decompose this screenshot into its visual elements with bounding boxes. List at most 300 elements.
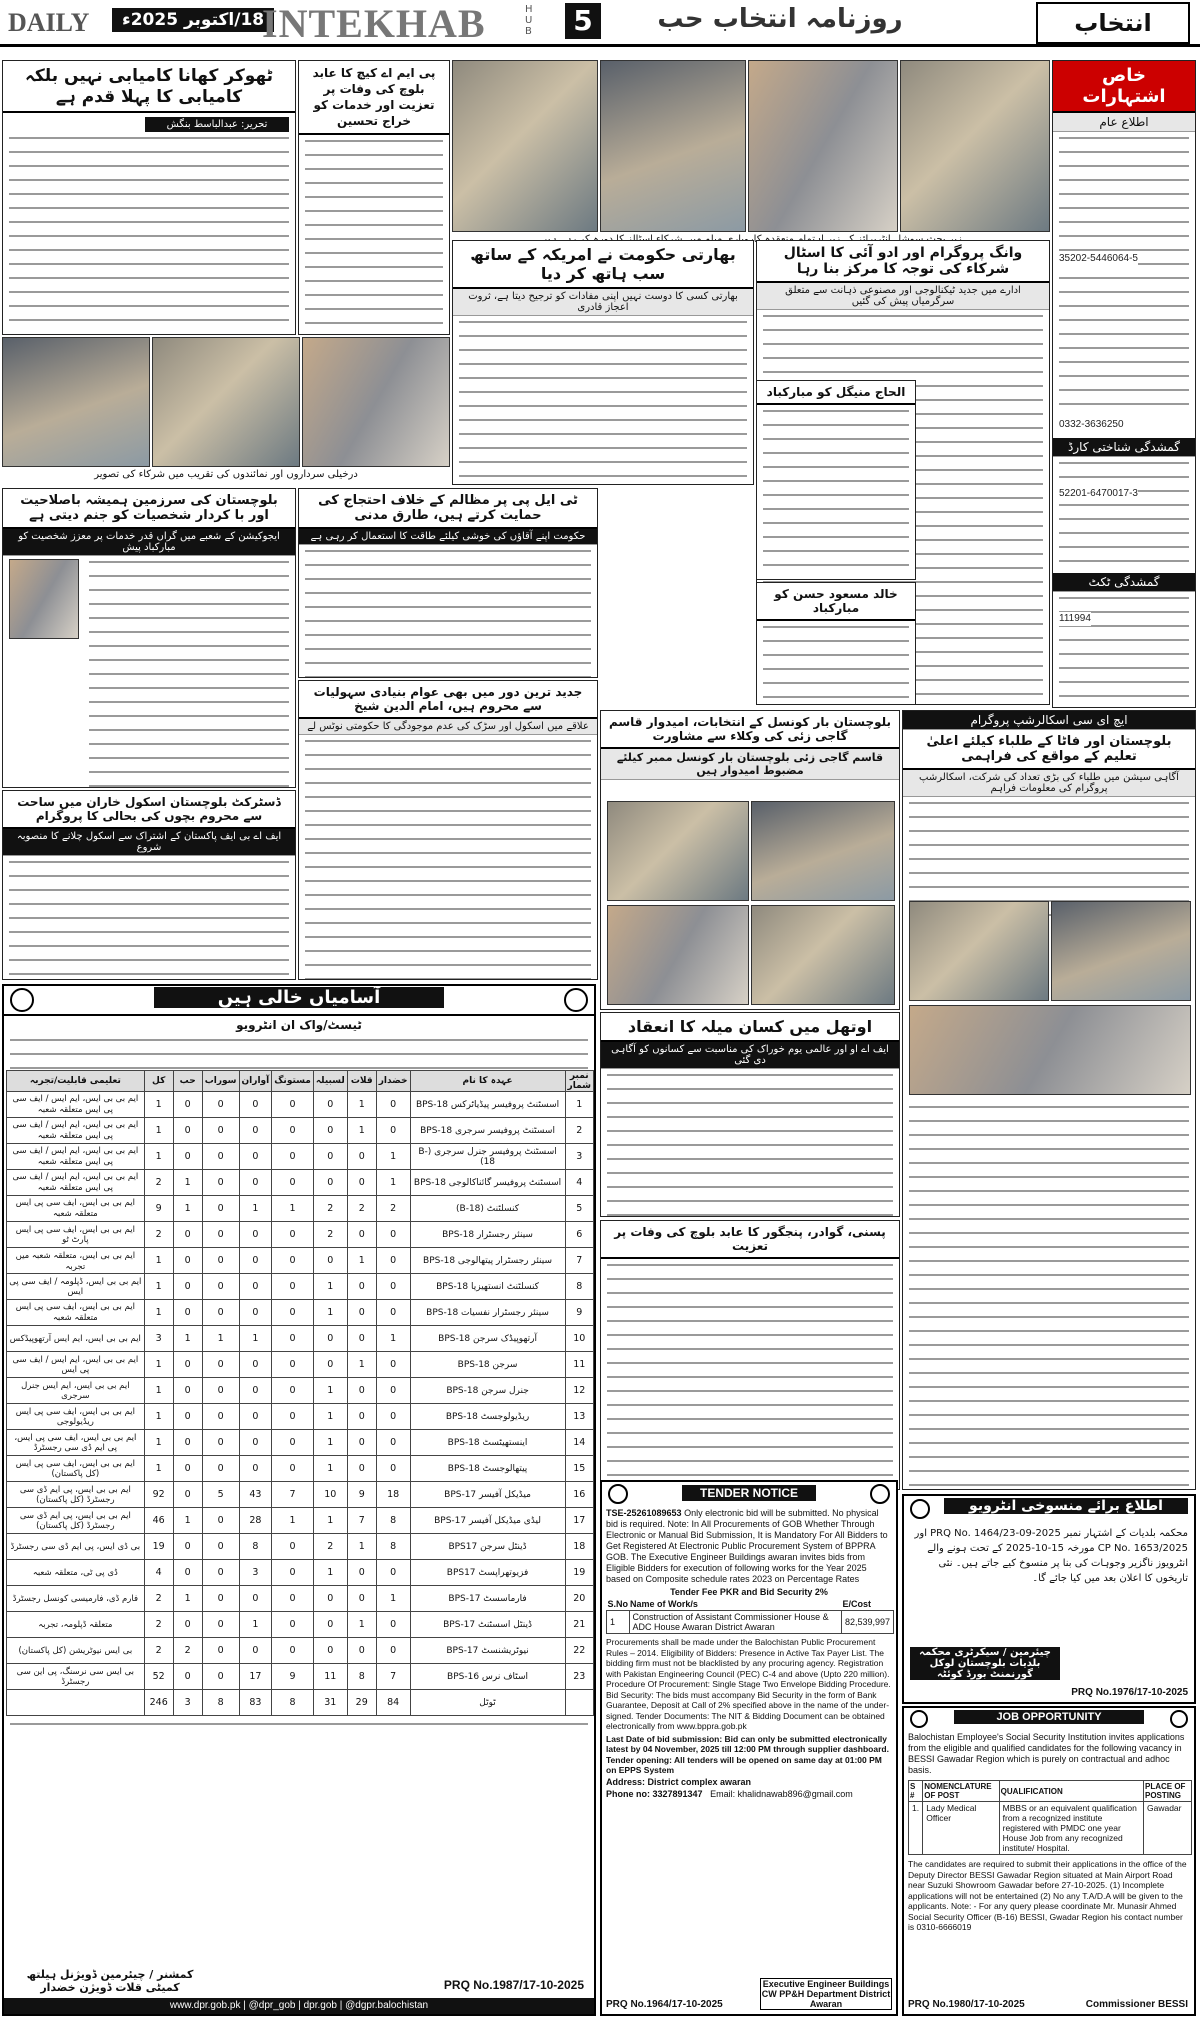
expo-photo-4 xyxy=(900,60,1050,232)
table-cell: 0 xyxy=(173,1222,202,1248)
table-cell: 0 xyxy=(202,1404,239,1430)
notice-lost-ticket: گمشدگی ٹکٹ xyxy=(1053,573,1195,592)
table-cell: بی ایس سی نرسنگ، پی این سی رجسٹرڈ xyxy=(7,1664,145,1690)
table-cell: 0 xyxy=(202,1092,239,1118)
table-cell: 0 xyxy=(173,1482,202,1508)
table-cell: 0 xyxy=(272,1534,314,1560)
table-cell: 1 xyxy=(144,1144,173,1170)
table-cell: 0 xyxy=(272,1118,314,1144)
table-cell: اسسٹنٹ پروفیسر پیڈیاٹرکس BPS-18 xyxy=(410,1092,565,1118)
table-cell: 0 xyxy=(239,1430,272,1456)
job-header xyxy=(904,1708,1194,1730)
table-cell: 2 xyxy=(347,1196,376,1222)
job-col-posting: PLACE OF POSTING xyxy=(1143,1781,1191,1802)
table-cell: 1 xyxy=(347,1118,376,1144)
table-cell: 19 xyxy=(565,1560,593,1586)
table-cell: لیڈی میڈیکل آفیسر BPS-17 xyxy=(410,1508,565,1534)
table-cell: 0 xyxy=(313,1586,347,1612)
table-cell: 0 xyxy=(376,1274,410,1300)
table-cell: 0 xyxy=(202,1378,239,1404)
notice-public: اطلاع عام xyxy=(1053,113,1195,132)
table-cell: 1 xyxy=(376,1586,410,1612)
table-cell: 0 xyxy=(376,1300,410,1326)
table-cell: 2 xyxy=(173,1638,202,1664)
classifieds-title: خاص اشتہارات xyxy=(1053,61,1195,113)
table-cell: 0 xyxy=(376,1456,410,1482)
table-cell: میڈیکل آفیسر BPS-17 xyxy=(410,1482,565,1508)
top-photo-block xyxy=(452,60,1050,250)
emblem-icon xyxy=(910,1499,930,1519)
story-headline: جدید ترین دور میں بھی عوام بنیادی سہولیات سے محروم ہیں، امام الدین شیخ xyxy=(299,681,597,719)
table-cell: 0 xyxy=(272,1274,314,1300)
table-row xyxy=(7,1196,594,1222)
notice-phone: 0332-3636250 xyxy=(1059,419,1124,430)
table-cell: 0 xyxy=(239,1170,272,1196)
emblem-icon xyxy=(1170,1710,1188,1728)
table-cell: 3 xyxy=(239,1560,272,1586)
bar-council-photo-4 xyxy=(751,905,895,1005)
table-cell: 0 xyxy=(272,1430,314,1456)
table-cell: 0 xyxy=(272,1378,314,1404)
table-cell: 7 xyxy=(376,1664,410,1690)
table-row xyxy=(7,1586,594,1612)
table-cell: 0 xyxy=(202,1430,239,1456)
mid-photo-block xyxy=(2,337,450,485)
table-cell: 1 xyxy=(347,1092,376,1118)
job-qualification: MBBS or an equivalent qualification from a recognized institute registered with PMDC one year House Job from any recognized institute/ Hospital. xyxy=(999,1802,1143,1855)
table-cell: اسسٹنٹ پروفیسر جنرل سرجری (B-18) xyxy=(410,1144,565,1170)
table-cell: 0 xyxy=(347,1326,376,1352)
table-cell: 92 xyxy=(144,1482,173,1508)
vacancy-footer: www.dpr.gob.pk | @dpr_gob | dpr.gob | @dgpr.balochistan xyxy=(4,1998,594,2014)
tender-terms: Procurements shall be made under the Balochistan Public Procurement Rules – 2014. Eligibility of Bidders: Presence in Active Tax Payer List. The bidding firm must not be blacklisted by any procuring agency. Registration with Pakistan Engineering Council (PEC) C-4 and above (Upto 220 million). Procedure Of Procurement: Single Stage Two Envelope Bidding Procedure. Bid Security: The bids must accompany Bid Security in the form of Bank Guarantee, Deposit at Call of 2% specified above in the name of the under-signed. Tender Documents: The NIT & Bidding Document can be obtained electronically from www.bppra.gob.pk xyxy=(606,1637,891,1731)
tender-phone: Phone no: 3327891347 xyxy=(606,1788,703,1799)
table-cell: 0 xyxy=(272,1144,314,1170)
table-cell: 1 xyxy=(144,1300,173,1326)
table-cell: ایم بی بی ایس، ایم ایس / ایف سی پی ایس متعلقہ شعبہ xyxy=(7,1118,145,1144)
table-cell: 0 xyxy=(202,1586,239,1612)
table-cell: 1 xyxy=(313,1300,347,1326)
table-cell: 0 xyxy=(173,1300,202,1326)
table-cell: 0 xyxy=(202,1248,239,1274)
tender-col-sno: S.No xyxy=(607,1599,629,1609)
table-cell xyxy=(565,1690,593,1716)
daily-label: DAILY xyxy=(8,8,90,37)
table-cell: 0 xyxy=(202,1508,239,1534)
table-cell: 0 xyxy=(202,1534,239,1560)
table-cell: 16 xyxy=(565,1482,593,1508)
job-col-post: NOMENCLATURE OF POST xyxy=(923,1781,999,1802)
emblem-icon xyxy=(564,988,588,1012)
story-subhead: ایجوکیشن کے شعبے میں گراں قدر خدمات پر معزز شخصیت کو مبارکباد پیش xyxy=(3,529,295,556)
table-cell: 1 xyxy=(347,1534,376,1560)
tender-title: TENDER NOTICE xyxy=(682,1485,816,1501)
table-cell: ایم بی بی ایس، ایم ایس جنرل سرجری xyxy=(7,1378,145,1404)
table-cell: 0 xyxy=(202,1560,239,1586)
story-byline: تحریر: عبدالباسط بنگش xyxy=(145,117,289,132)
story-headline: بھارتی حکومت نے امریکہ کے ساتھ سب ہاتھ کر دیا xyxy=(453,241,753,289)
table-cell: 0 xyxy=(239,1404,272,1430)
story-headline: الحاج منیگل کو مبارکباد xyxy=(757,381,915,405)
story-hec-scholarship xyxy=(902,710,1196,1490)
story-label: ایچ ای سی اسکالرشپ پروگرام xyxy=(903,711,1195,730)
job-post: Lady Medical Officer xyxy=(923,1802,999,1855)
gathering-photo-3 xyxy=(302,337,450,467)
story-headline: خالد مسعود حسن کو مبارکباد xyxy=(757,583,915,621)
table-cell: ایم بی بی ایس، پی ایم ڈی سی رجسٹرڈ (کل پاکستان) xyxy=(7,1508,145,1534)
table-cell: 0 xyxy=(272,1326,314,1352)
story-balochistan-talent xyxy=(2,488,296,788)
story-headline: ٹی ایل پی پر مظالم کے خلاف احتجاج کی حمایت کرتے ہیں، طارق مدنی xyxy=(299,489,597,529)
vacancy-col-header: مستونگ xyxy=(272,1071,314,1092)
table-row xyxy=(7,1404,594,1430)
table-cell: ایم بی بی ایس، ڈپلومہ / ایف سی پی ایس xyxy=(7,1274,145,1300)
table-cell: 18 xyxy=(565,1534,593,1560)
story-headline: پسنی، گوادر، پنجگور کا عابد بلوچ کی وفات پر تعزیت xyxy=(601,1221,899,1259)
table-cell: ایم بی بی ایس، ایم ایس / ایف سی پی ایس متعلقہ شعبہ xyxy=(7,1144,145,1170)
story-headline: ٹھوکر کھانا کامیابی نہیں بلکہ کامیابی کا پہلا قدم ہے xyxy=(3,61,295,113)
table-row xyxy=(7,1534,594,1560)
table-cell: 1 xyxy=(144,1118,173,1144)
table-cell: 0 xyxy=(313,1092,347,1118)
bar-council-photo-1 xyxy=(607,801,749,901)
story-basic-facilities xyxy=(298,680,598,980)
table-cell: 8 xyxy=(239,1534,272,1560)
table-cell: ایم بی بی ایس، پی ایم ڈی سی رجسٹرڈ (کل پاکستان) xyxy=(7,1482,145,1508)
table-cell: ایم بی بی ایس، ایف سی پی ایس متعلقہ شعبہ xyxy=(7,1300,145,1326)
table-cell: 28 xyxy=(239,1508,272,1534)
table-cell: 17 xyxy=(565,1508,593,1534)
table-cell: 0 xyxy=(173,1092,202,1118)
hub-label: HUB xyxy=(525,4,533,37)
story-bar-council xyxy=(600,710,900,1010)
vacancy-col-header: کل xyxy=(144,1071,173,1092)
table-cell: 1 xyxy=(347,1352,376,1378)
table-row xyxy=(7,1222,594,1248)
story-body xyxy=(299,545,597,678)
notice-lost-ticket-body xyxy=(1053,592,1195,708)
table-cell: 1 xyxy=(144,1274,173,1300)
table-cell: 1 xyxy=(347,1248,376,1274)
table-cell: 43 xyxy=(239,1482,272,1508)
interview-body: محکمہ بلدیات کے اشتہار نمبر PRQ No. 1464/23-09-2025 اور CP No. 1653/2025 مورخہ 15-10-2025 کے تحت ہونے والے انٹرویوز ناگزیر وجوہات کی بنا پر منسوخ کیے جاتے ہیں۔ نئی تاریخوں کا اعلان بعد میں کیا جائے گا۔ xyxy=(914,1528,1188,1584)
interview-prq: PRQ No.1976/17-10-2025 xyxy=(1071,1687,1188,1698)
vacancy-col-header: سوراب xyxy=(202,1071,239,1092)
table-cell: 0 xyxy=(347,1378,376,1404)
table-cell: 13 xyxy=(565,1404,593,1430)
table-cell: 1 xyxy=(173,1508,202,1534)
table-cell: 1 xyxy=(313,1378,347,1404)
table-cell: جنرل سرجن BPS-18 xyxy=(410,1378,565,1404)
vacancy-title: آسامیاں خالی ہیں xyxy=(154,987,444,1008)
story-subhead: ادارے میں جدید ٹیکنالوجی اور مصنوعی ذہانت سے متعلق سرگرمیاں پیش کی گئیں xyxy=(757,283,1049,310)
table-cell: 0 xyxy=(202,1300,239,1326)
table-cell: 0 xyxy=(239,1586,272,1612)
table-cell: ایم بی بی ایس، ایف سی پی ایس پارٹ ٹو xyxy=(7,1222,145,1248)
table-row xyxy=(7,1560,594,1586)
vacancy-col-header: لسبیلہ xyxy=(313,1071,347,1092)
story-headline: اوتھل میں کسان میلہ کا انعقاد xyxy=(601,1013,899,1042)
table-cell: 1 xyxy=(173,1586,202,1612)
table-cell: 8 xyxy=(565,1274,593,1300)
table-cell: 10 xyxy=(565,1326,593,1352)
table-cell: 0 xyxy=(272,1352,314,1378)
table-cell: ایم بی بی ایس، ایم ایس / ایف سی پی ایس متعلقہ شعبہ xyxy=(7,1170,145,1196)
table-cell: 9 xyxy=(272,1664,314,1690)
table-cell: 0 xyxy=(376,1092,410,1118)
story-india-us xyxy=(452,240,754,485)
table-cell: 1 xyxy=(313,1404,347,1430)
table-cell: 0 xyxy=(202,1222,239,1248)
table-cell: 0 xyxy=(272,1560,314,1586)
table-cell: 0 xyxy=(173,1352,202,1378)
story-body xyxy=(83,556,295,788)
table-cell: 23 xyxy=(565,1664,593,1690)
table-cell: 0 xyxy=(239,1144,272,1170)
table-cell: 2 xyxy=(313,1534,347,1560)
table-cell: 1 xyxy=(173,1326,202,1352)
table-cell: 0 xyxy=(313,1352,347,1378)
table-cell: 0 xyxy=(239,1248,272,1274)
story-headline: بلوچستان بار کونسل کے انتخابات، امیدوار قاسم گاجی زئی کی وکلاء سے مشاورت xyxy=(601,711,899,749)
table-cell: 1 xyxy=(144,1248,173,1274)
table-cell: کنسلٹنٹ (B-18) xyxy=(410,1196,565,1222)
table-cell: 0 xyxy=(173,1612,202,1638)
story-body xyxy=(903,797,1195,917)
table-row xyxy=(7,1170,594,1196)
table-cell: 4 xyxy=(565,1170,593,1196)
vacancy-signoff: کمشنر / چیئرمین ڈویژنل ہیلتھ کمیٹی قلات ڈویژن خضدار xyxy=(26,1968,194,1994)
table-cell: 2 xyxy=(313,1196,347,1222)
table-cell: 1 xyxy=(173,1170,202,1196)
notice-cnic: 35202-5446064-5 xyxy=(1059,253,1138,264)
tender-intro: Only electronic bid will be submitted. No physical bid is required. Note: In All Procurements of GOB Whether Through Electronic or Manual Bid Submission, It is Mandatory For All Bidders to Get Registered At Electronic Public Procurement System of BPPRA GOB. The Executive Engineer Buildings awaran invites bids from Eligible Bidders for execution of following works for the Year 2025 based on Composite schedule rates 2023 on Percentage Rates xyxy=(606,1508,888,1584)
table-cell: ڈینٹل اسسٹنٹ BPS-17 xyxy=(410,1612,565,1638)
job-intro: Balochistan Employee's Social Security Institution invites applications from the eligible and qualified candidates for the following vacancy in BESSI Gawadar Region which is purely on contractual and adhoc basis. xyxy=(908,1732,1185,1775)
tender-signoff: Executive Engineer Buildings CW PP&H Department District Awaran xyxy=(761,1979,891,2009)
table-cell: 83 xyxy=(239,1690,272,1716)
story-subhead: علاقے میں اسکول اور سڑک کی عدم موجودگی کا حکومتی نوٹس لے xyxy=(299,719,597,735)
table-row xyxy=(7,1378,594,1404)
notice-lost-cnic: گمشدگی شناختی کارڈ xyxy=(1053,438,1195,457)
table-cell: 1 xyxy=(239,1196,272,1222)
table-row xyxy=(7,1664,594,1690)
table-cell: 0 xyxy=(239,1118,272,1144)
table-row xyxy=(7,1430,594,1456)
vacancy-prq: PRQ No.1987/17-10-2025 xyxy=(443,1978,584,1992)
table-row xyxy=(7,1508,594,1534)
job-prq: PRQ No.1980/17-10-2025 xyxy=(908,1999,1025,2010)
story-headline: بلوچستان اور فاٹا کے طلباء کیلئے اعلیٰ تعلیم کے مواقع کی فراہمی xyxy=(903,730,1195,770)
table-cell: 0 xyxy=(239,1378,272,1404)
table-cell: 0 xyxy=(202,1144,239,1170)
table-cell: 5 xyxy=(202,1482,239,1508)
table-cell: 0 xyxy=(376,1612,410,1638)
emblem-icon xyxy=(910,1710,928,1728)
table-cell: 2 xyxy=(144,1612,173,1638)
story-condolence-pasni xyxy=(600,1220,900,1490)
story-body xyxy=(453,316,753,485)
story-body-continued xyxy=(903,1101,1195,1486)
story-subhead: ایف اے او اور عالمی یوم خوراک کی مناسبت سے کسانوں کو آگاہی دی گئی xyxy=(601,1042,899,1069)
table-cell: اسسٹنٹ پروفیسر گائناکالوجی BPS-18 xyxy=(410,1170,565,1196)
table-row xyxy=(7,1456,594,1482)
table-cell: 0 xyxy=(202,1118,239,1144)
table-row xyxy=(7,1118,594,1144)
table-cell: 22 xyxy=(565,1638,593,1664)
table-cell: 1 xyxy=(239,1326,272,1352)
vacancy-header xyxy=(4,986,594,1016)
table-cell: 0 xyxy=(202,1170,239,1196)
table-cell: 0 xyxy=(376,1404,410,1430)
table-cell: اینستھیٹسٹ BPS-18 xyxy=(410,1430,565,1456)
table-cell: 0 xyxy=(173,1560,202,1586)
table-cell: 1 xyxy=(313,1430,347,1456)
tender-col-cost: E/Cost xyxy=(842,1599,871,1609)
story-tlp-protest xyxy=(298,488,598,678)
table-cell: 0 xyxy=(173,1274,202,1300)
table-row xyxy=(7,1352,594,1378)
table-cell: بی ڈی ایس، پی ایم ڈی سی رجسٹرڈ xyxy=(7,1534,145,1560)
table-cell: 0 xyxy=(239,1300,272,1326)
table-row xyxy=(7,1482,594,1508)
table-cell: 0 xyxy=(376,1118,410,1144)
table-cell: 0 xyxy=(347,1456,376,1482)
table-cell: سینئر رجسٹرار پیتھالوجی BPS-18 xyxy=(410,1248,565,1274)
table-cell: 7 xyxy=(272,1482,314,1508)
table-cell: 9 xyxy=(144,1196,173,1222)
table-cell: 8 xyxy=(202,1690,239,1716)
interview-signoff: چیئرمین / سیکرٹری محکمہ بلدیات بلوچستان لوکل گورنمنٹ بورڈ کوئٹہ xyxy=(910,1647,1060,1680)
table-cell: 9 xyxy=(565,1300,593,1326)
table-cell: 4 xyxy=(144,1560,173,1586)
table-cell: 1 xyxy=(313,1456,347,1482)
story-body xyxy=(757,621,915,705)
table-cell: 0 xyxy=(347,1586,376,1612)
table-cell: 0 xyxy=(376,1378,410,1404)
vacancy-col-header: خضدار xyxy=(376,1071,410,1092)
table-cell: 0 xyxy=(313,1326,347,1352)
table-cell: 0 xyxy=(239,1222,272,1248)
table-cell: پیتھالوجسٹ BPS-18 xyxy=(410,1456,565,1482)
table-cell: 0 xyxy=(347,1638,376,1664)
table-cell: 7 xyxy=(565,1248,593,1274)
vacancy-col-header: حب xyxy=(173,1071,202,1092)
table-cell: 0 xyxy=(272,1586,314,1612)
table-cell: 3 xyxy=(173,1690,202,1716)
table-cell: 2 xyxy=(144,1638,173,1664)
table-cell: 0 xyxy=(239,1092,272,1118)
emblem-icon xyxy=(870,1484,890,1504)
table-cell: 8 xyxy=(376,1508,410,1534)
table-cell: 0 xyxy=(202,1612,239,1638)
table-cell: 8 xyxy=(272,1690,314,1716)
job-col-sno: S # xyxy=(909,1781,923,1802)
table-cell: 2 xyxy=(376,1196,410,1222)
story-congrats-1 xyxy=(756,380,916,580)
table-cell: 1 xyxy=(272,1508,314,1534)
table-cell: 1 xyxy=(313,1274,347,1300)
tender-table xyxy=(606,1598,894,1634)
table-cell: 1 xyxy=(202,1326,239,1352)
table-cell: ایم بی بی ایس، ایف سی پی ایس (کل پاکستان) xyxy=(7,1456,145,1482)
story-body xyxy=(299,735,597,980)
table-cell: 1 xyxy=(313,1560,347,1586)
lost-ticket-number: 111994 xyxy=(1059,613,1091,624)
table-cell: سینئر رجسٹرار BPS-18 xyxy=(410,1222,565,1248)
portrait-photo xyxy=(9,559,79,639)
photo-caption: درخیلی سرداروں اور نمائندوں کی تقریب میں شرکاء کی تصویر xyxy=(2,468,450,481)
table-cell: 14 xyxy=(565,1430,593,1456)
story-body xyxy=(3,856,295,980)
story-body xyxy=(757,405,915,575)
urdu-masthead: روزنامہ انتخاب حب xyxy=(657,4,903,34)
table-cell: 0 xyxy=(202,1638,239,1664)
story-subhead: ایف اے بی ایف پاکستان کے اشتراک سے اسکول چلانے کا منصوبہ شروع xyxy=(3,829,295,856)
gathering-photo-2 xyxy=(152,337,300,467)
table-row xyxy=(7,1326,594,1352)
table-cell: بی ایس نیوٹریشن (کل پاکستان) xyxy=(7,1638,145,1664)
vacancy-col-header: آواران xyxy=(239,1071,272,1092)
table-cell: 46 xyxy=(144,1508,173,1534)
table-row xyxy=(7,1612,594,1638)
table-cell: 2 xyxy=(144,1222,173,1248)
table-cell: سرجن BPS-18 xyxy=(410,1352,565,1378)
table-cell: 0 xyxy=(313,1612,347,1638)
table-cell: 29 xyxy=(347,1690,376,1716)
vacancy-col-header: عہدہ کا نام xyxy=(410,1071,565,1092)
tender-work-name: Construction of Assistant Commissioner House & ADC House Awaran District Awaran xyxy=(629,1611,841,1634)
expo-photo-1 xyxy=(452,60,598,232)
table-cell: 0 xyxy=(376,1222,410,1248)
table-cell: 10 xyxy=(313,1482,347,1508)
table-cell: متعلقہ ڈپلومہ، تجربہ xyxy=(7,1612,145,1638)
expo-photo-3 xyxy=(748,60,898,232)
table-cell: 11 xyxy=(565,1352,593,1378)
job-signoff: Commissioner BESSI xyxy=(1085,1999,1188,2010)
table-cell: 0 xyxy=(173,1456,202,1482)
table-cell: 1 xyxy=(173,1196,202,1222)
story-headline: پی ایم اے کیچ کا عابد بلوچ کی وفات پر تعزیت اور خدمات کو خراج تحسین xyxy=(299,61,449,135)
table-cell: 20 xyxy=(565,1586,593,1612)
table-cell xyxy=(7,1690,145,1716)
table-cell: 1 xyxy=(313,1508,347,1534)
table-cell: 1 xyxy=(144,1092,173,1118)
table-cell: 0 xyxy=(173,1404,202,1430)
hec-photo-1 xyxy=(909,901,1049,1001)
table-cell: 9 xyxy=(347,1482,376,1508)
table-cell: ایم بی بی ایس، ایم ایس / ایف سی پی ایس متعلقہ شعبہ xyxy=(7,1092,145,1118)
table-cell: فارماسسٹ BPS-17 xyxy=(410,1586,565,1612)
hec-photo-3 xyxy=(909,1005,1191,1095)
table-cell: سینئر رجسٹرار نفسیات BPS-18 xyxy=(410,1300,565,1326)
logo: انتخاب xyxy=(1036,2,1190,44)
interview-title: اطلاع برائے منسوخی انٹرویو xyxy=(944,1498,1188,1514)
table-cell: 0 xyxy=(272,1170,314,1196)
table-cell: ایم بی بی ایس، متعلقہ شعبہ میں تجربہ xyxy=(7,1248,145,1274)
bar-council-photo-2 xyxy=(751,801,895,901)
hec-photo-2 xyxy=(1051,901,1191,1001)
table-cell: 52 xyxy=(144,1664,173,1690)
table-cell: 2 xyxy=(565,1118,593,1144)
emblem-icon xyxy=(608,1484,628,1504)
table-cell: 0 xyxy=(272,1092,314,1118)
tender-notice xyxy=(600,1480,898,2016)
table-cell: 0 xyxy=(313,1248,347,1274)
table-cell: 1 xyxy=(144,1378,173,1404)
table-cell: 1 xyxy=(144,1430,173,1456)
vacancy-subtitle: ٹیسٹ/واک ان انٹرویو xyxy=(236,1018,362,1032)
